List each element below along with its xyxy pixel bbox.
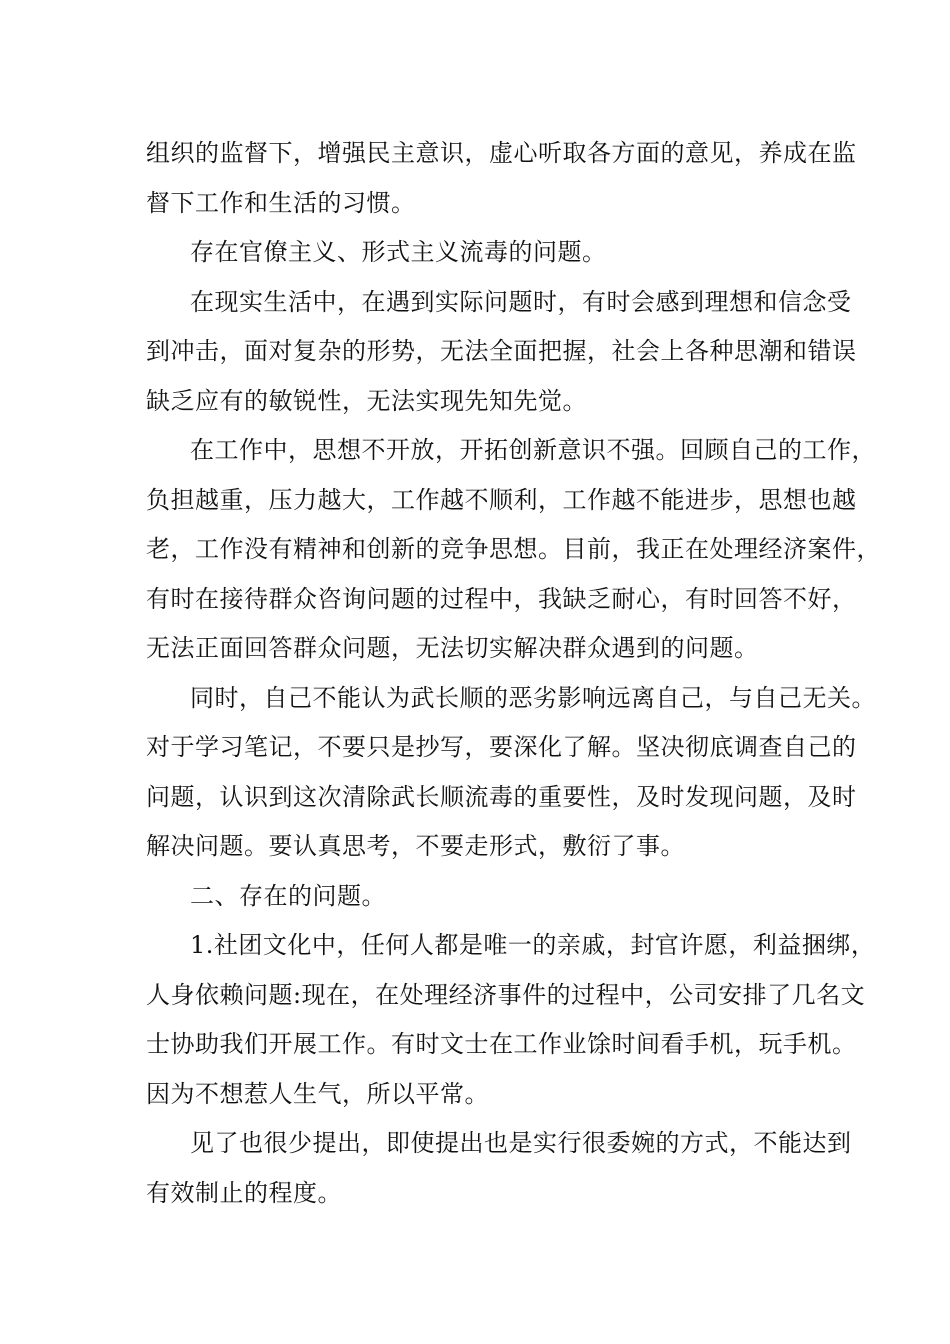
text-line: 无法正面回答群众问题，无法切实解决群众遇到的问题。 [146, 634, 759, 662]
text-line: 缺乏应有的敏锐性，无法实现先知先觉。 [146, 386, 587, 415]
text-line: 士协助我们开展工作。有时文士在工作业馀时间看手机，玩手机。 [146, 1030, 857, 1058]
text-line: 有效制止的程度。 [146, 1178, 342, 1207]
text-line: 人身依赖问题:现在，在处理经济事件的过程中，公司安排了几名文 [146, 980, 866, 1009]
text-line: 存在官僚主义、形式主义流毒的问题。 [190, 238, 607, 266]
text-line: 1.社团文化中，任何人都是唯一的亲戚，封官许愿，利益捆绑， [190, 931, 876, 959]
text-line: 老，工作没有精神和创新的竞争思想。目前，我正在处理经济案件， [146, 535, 881, 563]
text-line: 同时，自己不能认为武长顺的恶劣影响远离自己，与自己无关。 [190, 683, 876, 712]
text-line: 到冲击，面对复杂的形势，无法全面把握，社会上各种思潮和错误 [146, 337, 857, 365]
text-line: 问题，认识到这次清除武长顺流毒的重要性，及时发现问题，及时 [146, 782, 857, 811]
document-body [146, 129, 881, 1218]
text-line: 在现实生活中，在遇到实际问题时，有时会感到理想和信念受 [190, 287, 852, 316]
text-line: 负担越重，压力越大，工作越不顺利，工作越不能进步，思想也越 [146, 485, 857, 514]
text-line: 二、存在的问题。 [190, 881, 386, 910]
text-line: 组织的监督下，增强民主意识，虚心听取各方面的意见，养成在监 [146, 139, 857, 167]
text-line: 在工作中，思想不开放，开拓创新意识不强。回顾自己的工作， [190, 436, 876, 464]
text-line: 因为不想惹人生气，所以平常。 [146, 1079, 489, 1108]
text-line: 解决问题。要认真思考，不要走形式，敷衍了事。 [146, 832, 685, 860]
text-line: 有时在接待群众咨询问题的过程中，我缺乏耐心，有时回答不好， [146, 584, 857, 613]
text-line: 对于学习笔记，不要只是抄写，要深化了解。坚决彻底调查自己的 [146, 733, 857, 761]
text-line: 督下工作和生活的习惯。 [146, 188, 416, 217]
text-line: 见了也很少提出，即使提出也是实行很委婉的方式，不能达到 [190, 1129, 852, 1157]
